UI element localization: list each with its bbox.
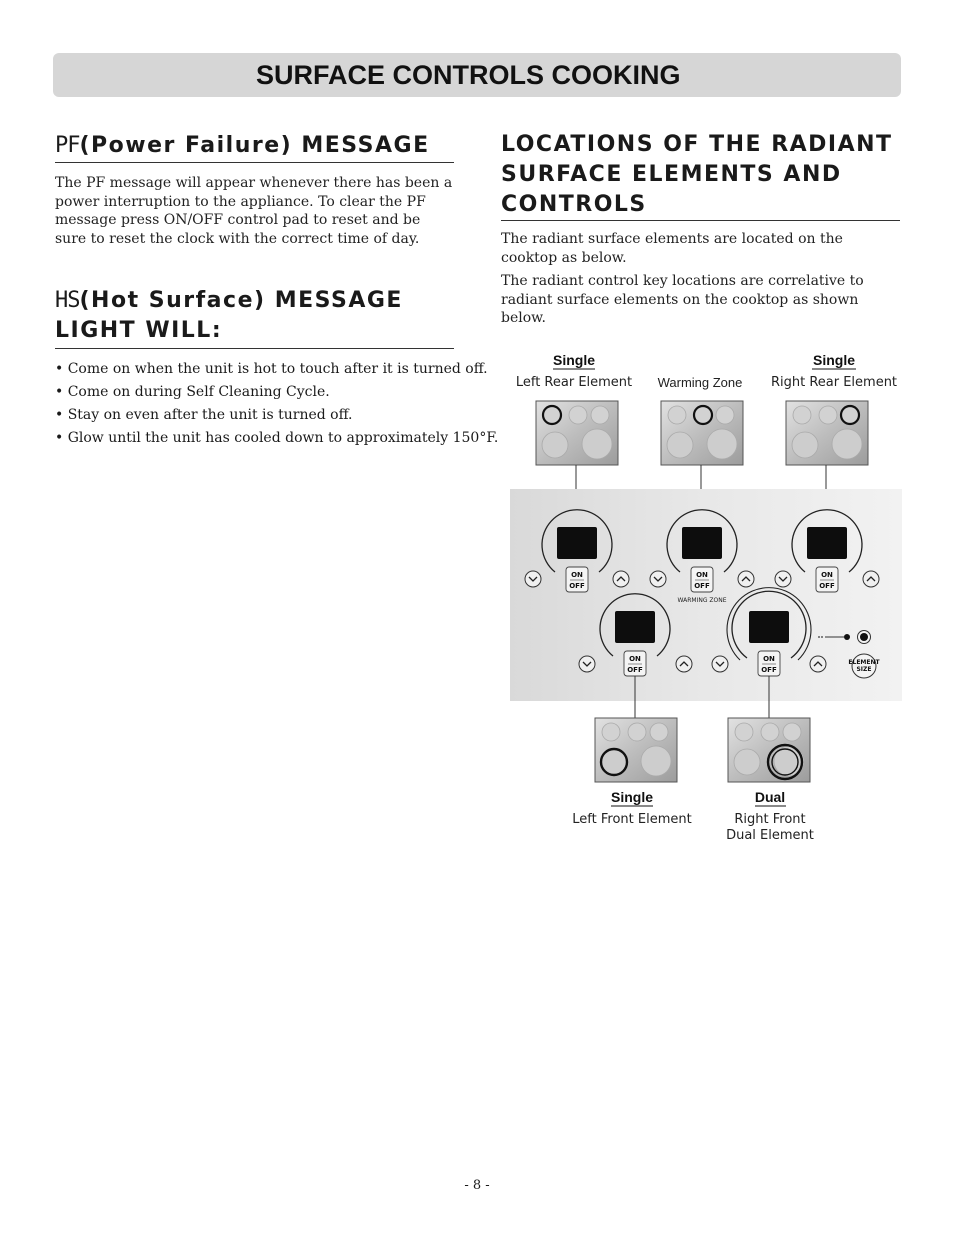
display-right-front	[749, 611, 789, 643]
locations-title-line1: LOCATIONS OF THE RADIANT	[501, 132, 893, 157]
warming-zone-panel-label: WARMING ZONE	[677, 597, 727, 604]
up-arrow-button[interactable]	[676, 656, 692, 672]
on-off-button-left-rear[interactable]	[566, 567, 588, 592]
on-off-button-left-front[interactable]	[624, 651, 646, 676]
hs-code: HS	[55, 288, 80, 313]
on-label: ON	[763, 655, 775, 663]
label-left-front-name: Left Front Element	[572, 812, 692, 827]
on-label: ON	[821, 571, 833, 579]
display-warming-zone	[682, 527, 722, 559]
cooktop-tile-right-rear	[786, 401, 868, 465]
display-left-rear	[557, 527, 597, 559]
title-banner	[53, 53, 901, 97]
page-title: SURFACE CONTROLS COOKING	[256, 60, 681, 90]
on-label: ON	[629, 655, 641, 663]
pf-code: PF	[55, 133, 80, 158]
list-item: • Glow until the unit has cooled down to approximately 150°F.	[55, 430, 499, 446]
label-right-rear-type: Single	[812, 352, 856, 368]
locations-para-2: The radiant control key locations are correlative to radiant surface elements on the cooktop as shown below.	[501, 273, 864, 326]
label-right-front-type: Dual	[754, 789, 786, 805]
label-right-rear-name: Right Rear Element	[770, 375, 898, 390]
on-label: ON	[696, 571, 708, 579]
up-arrow-button[interactable]	[810, 656, 826, 672]
down-arrow-button[interactable]	[525, 571, 541, 587]
list-item: • Come on during Self Cleaning Cycle.	[55, 384, 330, 400]
off-label: OFF	[627, 666, 643, 674]
cooktop-tile-right-front	[728, 718, 810, 782]
label-right-front-name-line2: Dual Element	[726, 828, 814, 843]
up-arrow-button[interactable]	[863, 571, 879, 587]
cooktop-tile-warming	[661, 401, 743, 465]
locations-title-line2: SURFACE ELEMENTS AND	[501, 162, 842, 187]
locations-heading	[501, 130, 900, 221]
element-size-label-line2: SIZE	[856, 666, 872, 673]
on-off-button-right-front[interactable]	[758, 651, 780, 676]
off-label: OFF	[569, 582, 585, 590]
on-off-button-warming-zone[interactable]	[691, 567, 713, 592]
label-left-rear-type: Single	[552, 352, 596, 368]
off-label: OFF	[819, 582, 835, 590]
label-left-rear-name: Left Rear Element	[515, 375, 633, 390]
element-size-label-line1: ELEMENT	[848, 659, 880, 666]
locations-para-1: The radiant surface elements are located on the cooktop as below.	[501, 231, 843, 266]
hs-title-line2: LIGHT WILL:	[55, 318, 223, 343]
hs-bullet-list	[55, 358, 499, 450]
down-arrow-button[interactable]	[650, 571, 666, 587]
display-right-rear	[807, 527, 847, 559]
control-panel	[510, 489, 902, 701]
off-label: OFF	[761, 666, 777, 674]
cooktop-tile-left-front	[595, 718, 677, 782]
hs-title-line1: (Hot Surface) MESSAGE	[79, 288, 403, 313]
down-arrow-button[interactable]	[712, 656, 728, 672]
up-arrow-button[interactable]	[738, 571, 754, 587]
down-arrow-button[interactable]	[775, 571, 791, 587]
on-off-button-right-rear[interactable]	[816, 567, 838, 592]
locations-title-line3: CONTROLS	[501, 192, 647, 217]
label-left-front-type: Single	[610, 789, 654, 805]
pf-title: (Power Failure) MESSAGE	[79, 133, 430, 158]
on-label: ON	[571, 571, 583, 579]
page-number: - 8 -	[464, 1178, 490, 1193]
down-arrow-button[interactable]	[579, 656, 595, 672]
display-left-front	[615, 611, 655, 643]
up-arrow-button[interactable]	[613, 571, 629, 587]
list-item: • Stay on even after the unit is turned off.	[55, 407, 353, 423]
hs-heading	[55, 286, 454, 349]
cooktop-tile-left-rear	[536, 401, 618, 465]
pf-heading	[55, 130, 454, 163]
list-item: • Come on when the unit is hot to touch after it is turned off.	[55, 361, 488, 377]
label-warming-zone: Warming Zone	[657, 375, 743, 390]
label-right-front-name-line1: Right Front	[734, 812, 806, 827]
off-label: OFF	[694, 582, 710, 590]
cooktop-diagram	[500, 340, 902, 860]
pf-text: The PF message will appear whenever there has been a power interruption to the appliance. To clear the PF message press ON/OFF control pad to reset and be sure to reset the clock with the correct time of day.	[55, 175, 453, 247]
